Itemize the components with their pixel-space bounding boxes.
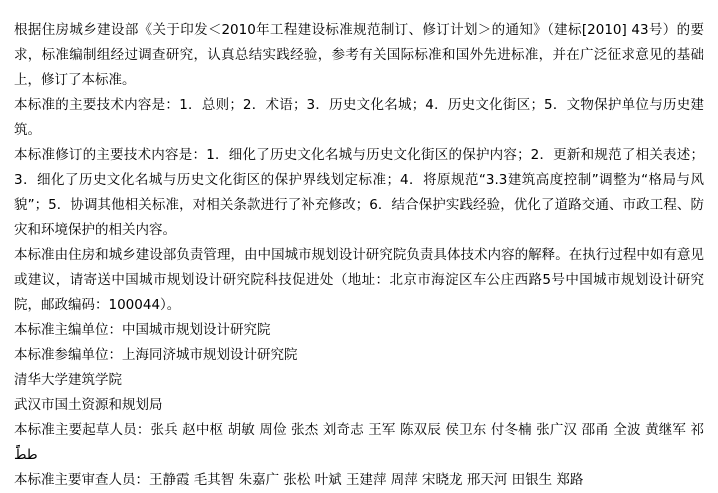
- participating-unit: 本标准参编单位：上海同济城市规划设计研究院: [14, 347, 298, 363]
- chief-editing-unit: 本标准主编单位：中国城市规划设计研究院: [14, 322, 271, 338]
- paragraph-2: 本标准的主要技术内容是：1．总则；2．术语；3．历史文化名城；4．历史文化街区；5．文物保护单位与历史建筑。: [14, 97, 704, 138]
- paragraph-3: 本标准修订的主要技术内容是：1．细化了历史文化名城与历史文化街区的保护内容；2．更新和规范了相关表述；3．细化了历史文化名城与历史文化街区的保护界线划定标准；4．将原规范“3.3建筑高度控制”调整为“格局与风貌”；5．协调其他相关标准，对相关条款进行了补充修改；6．结合保护实践经验，优化了道路交通、市政工程、防灾和环境保护的相关内容。: [14, 147, 704, 238]
- reviewers-list: 本标准主要审查人员：王静霞 毛其智 朱嘉广 张松 叶斌 王建萍 周萍 宋晓龙 邢天河 田银生 郑路: [14, 472, 584, 488]
- paragraph-4: 本标准由住房和城乡建设部负责管理，由中国城市规划设计研究院负责具体技术内容的解释。在执行过程中如有意见或建议，请寄送中国城市规划设计研究院科技促进处（地址：北京市海淀区车公庄西路5号中国城市规划设计研究院，邮政编码：100044）。: [14, 247, 704, 313]
- participating-unit-3: 武汉市国土资源和规划局: [14, 397, 163, 413]
- participating-unit-2: 清华大学建筑学院: [14, 372, 122, 388]
- drafters-list: 本标准主要起草人员：张兵 赵中枢 胡敏 周俭 张杰 刘奇志 王军 陈双辰 侯卫东 付冬楠 张广汉 邵甬 全波 黄继军 祁ططًًً: [14, 422, 704, 463]
- paragraph-1: 根据住房城乡建设部《关于印发＜2010年工程建设标准规范制订、修订计划＞的通知》（建标[2010] 43号）的要求，标准编制组经过调查研究，认真总结实践经验，参考有关国际标准和国外先进标准，并在广泛征求意见的基础上，修订了本标准。: [14, 22, 704, 88]
